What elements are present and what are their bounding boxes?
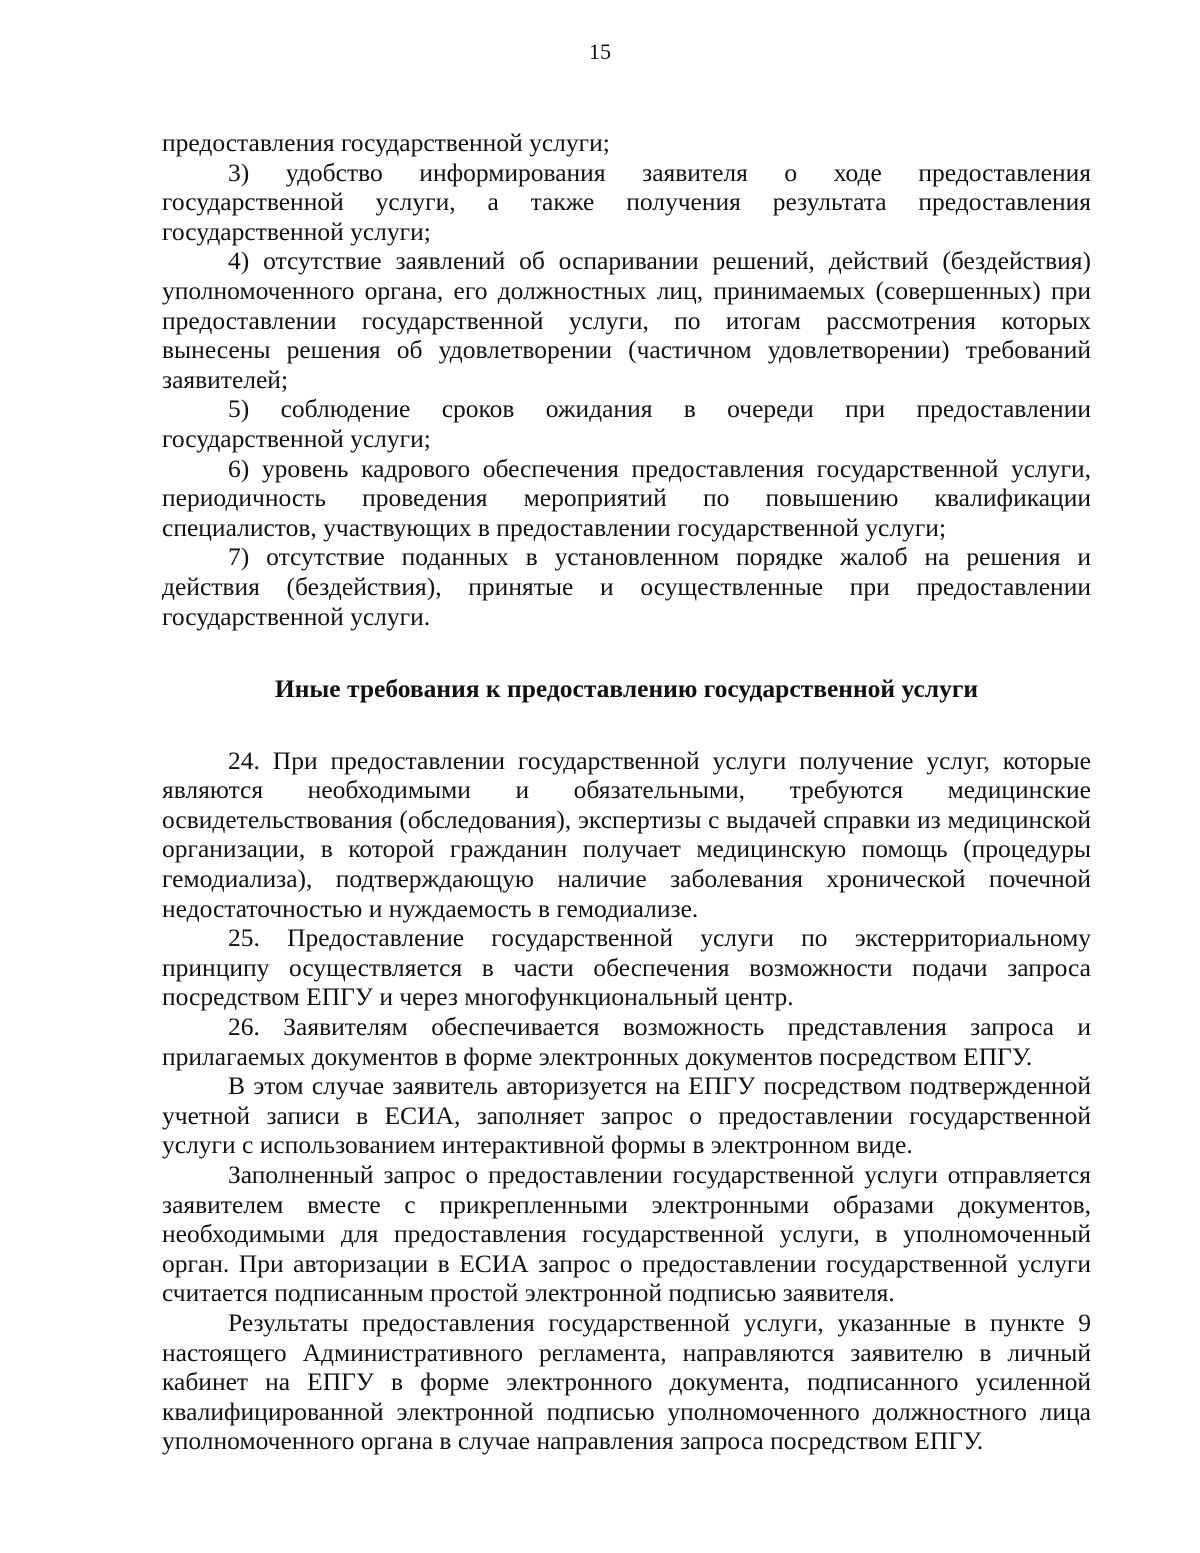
section-heading: Иные требования к предоставлению государственной услуги	[274, 674, 979, 704]
paragraph-item-4: 4) отсутствие заявлений об оспаривании решений, действий (бездействия) уполномоченного органа, его должностных лиц, принимаемых (совершенных) при предоставлении государственной услуги, по итогам рассмотрения которых вынесены решения об удовлетворении (частичном удовлетворении) требований заявителей;	[162, 246, 1091, 394]
page-number: 15	[589, 39, 611, 64]
paragraph-item-7: 7) отсутствие поданных в установленном порядке жалоб на решения и действия (бездействия), принятые и осуществленные при предоставлении государственной услуги.	[162, 542, 1091, 631]
paragraph-item-6: 6) уровень кадрового обеспечения предоставления государственной услуги, периодичность проведения мероприятий по повышению квалификации специалистов, участвующих в предоставлении государственной услуги;	[162, 453, 1091, 542]
paragraph-results: Результаты предоставления государственной услуги, указанные в пункте 9 настоящего Административного регламента, направляются заявителю в личный кабинет на ЕПГУ в форме электронного документа, подписанного усиленной квалифицированной электронной подписью уполномоченного должностного лица уполномоченного органа в случае направления запроса посредством ЕПГУ.	[162, 1307, 1091, 1456]
paragraph-25: 25. Предоставление государственной услуги по экстерриториальному принципу осуществляется в части обеспечения возможности подачи запроса посредством ЕПГУ и через многофункциональный центр.	[162, 923, 1091, 1012]
paragraph-submitted-request: Заполненный запрос о предоставлении государственной услуги отправляется заявителем вместе с прикрепленными электронными образами документов, необходимыми для предоставления государственной услуги, в уполномоченный орган. При авторизации в ЕСИА запрос о предоставлении государственной услуги считается подписанным простой электронной подписью заявителя.	[162, 1160, 1091, 1308]
paragraph-24: 24. При предоставлении государственной услуги получение услуг, которые являются необходимыми и обязательными, требуются медицинские освидетельствования (обследования), экспертизы с выдачей справки из медицинской организации, в которой гражданин получает медицинскую помощь (процедуры гемодиализа), подтверждающую наличие заболевания хронической почечной недостаточностью и нуждаемость в гемодиализе.	[162, 745, 1091, 923]
document-body	[162, 128, 1091, 1456]
paragraph-item-3: 3) удобство информирования заявителя о ходе предоставления государственной услуги, а также получения результата предоставления государственной услуги;	[162, 157, 1091, 246]
paragraph-26: 26. Заявителям обеспечивается возможность представления запроса и прилагаемых документов в форме электронных документов посредством ЕПГУ.	[162, 1012, 1091, 1071]
paragraph-continuation: предоставления государственной услуги;	[162, 128, 610, 157]
paragraph-authorization: В этом случае заявитель авторизуется на ЕПГУ посредством подтвержденной учетной записи в ЕСИА, заполняет запрос о предоставлении государственной услуги с использованием интерактивной формы в электронном виде.	[162, 1071, 1091, 1160]
paragraph-item-5: 5) соблюдение сроков ожидания в очереди при предоставлении государственной услуги;	[162, 394, 1091, 453]
